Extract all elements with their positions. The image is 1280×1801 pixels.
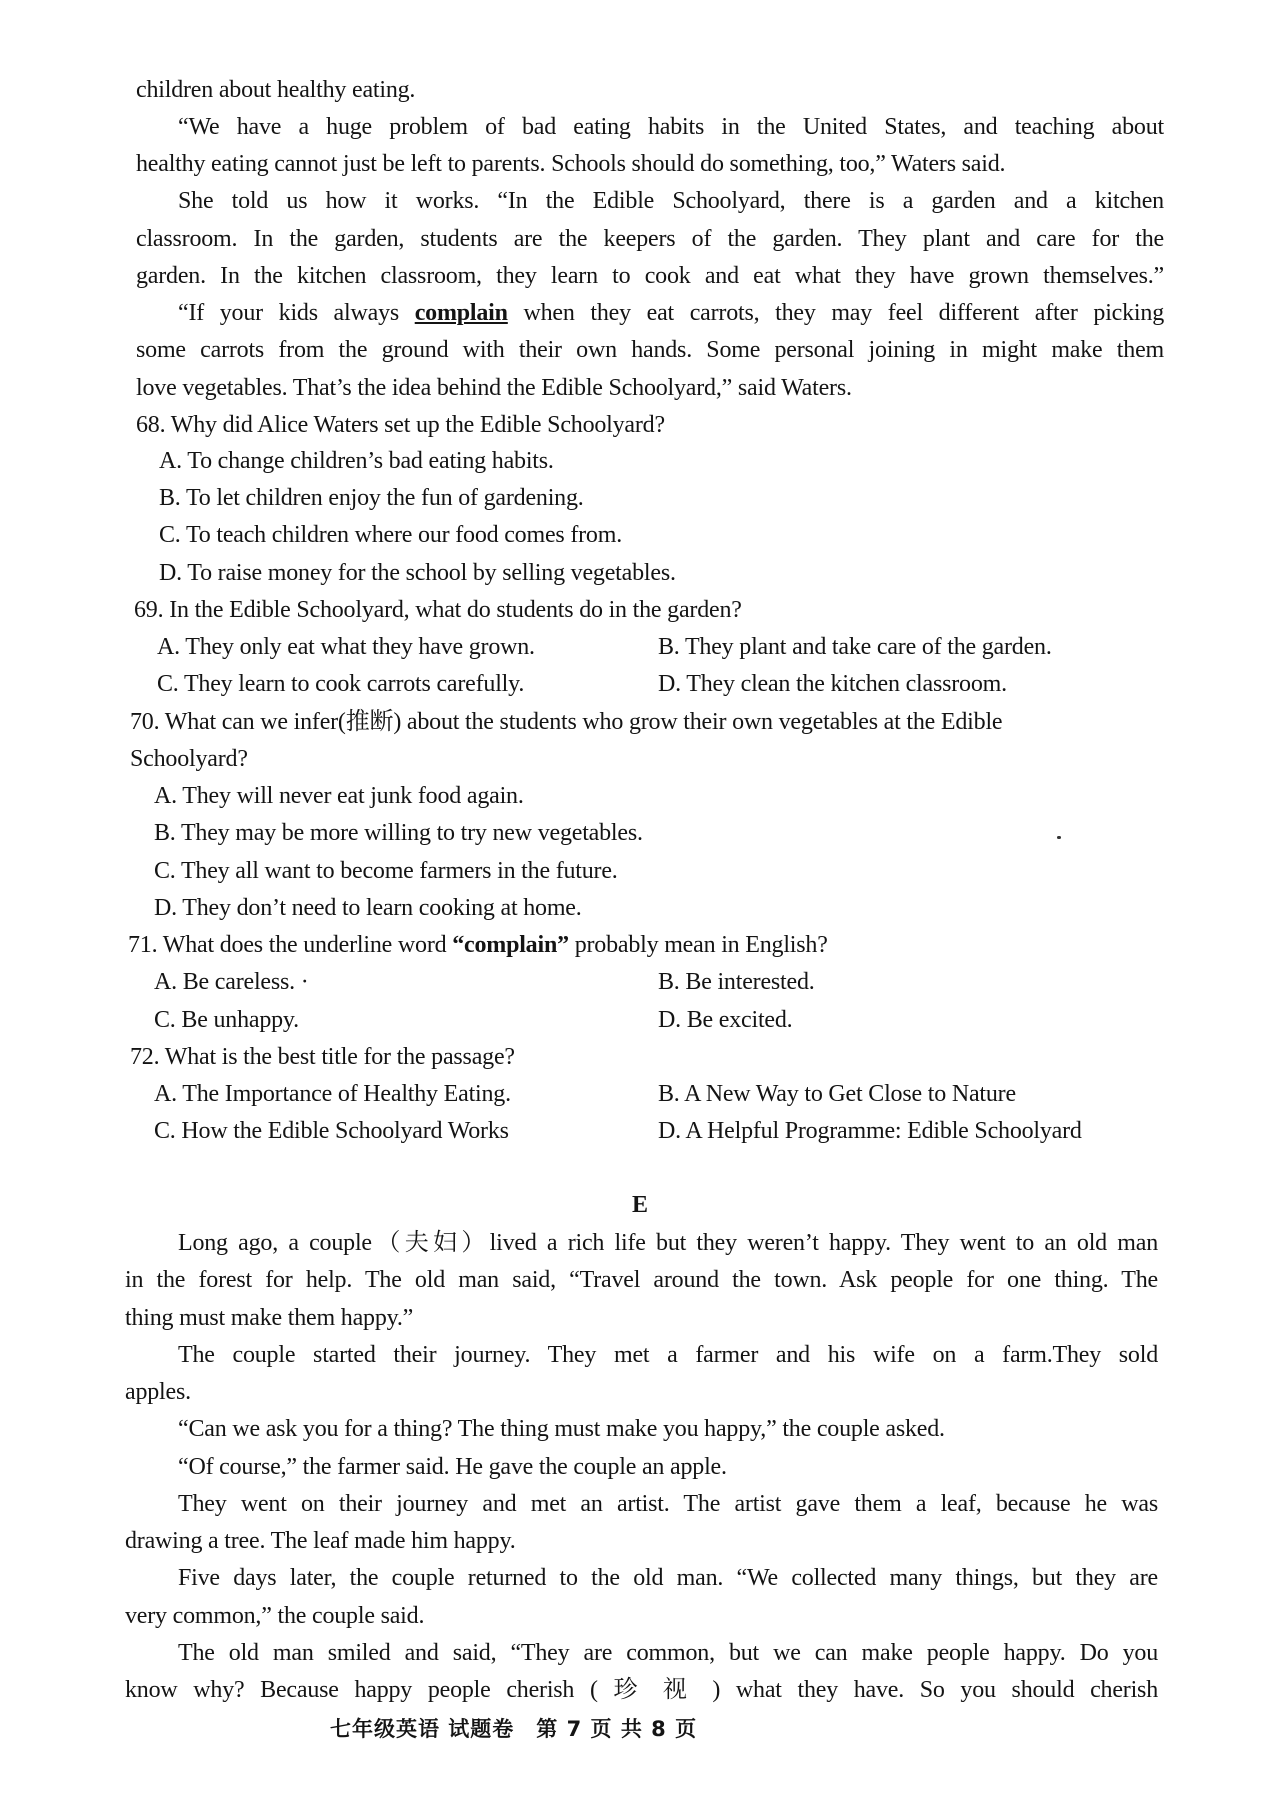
passage-line: apples. [125,1379,191,1405]
option: B. They plant and take care of the garden. [658,634,1052,660]
text-segment: probably mean in English? [568,932,828,958]
option: D. To raise money for the school by selling vegetables. [159,560,676,586]
option: D. Be excited. [658,1007,793,1033]
option: B. Be interested. [658,969,815,995]
text-segment: 71. What does the underline word [128,932,453,958]
section-heading: E [632,1192,648,1218]
passage-line: garden. In the kitchen classroom, they learn to cook and eat what they have grown themselves.” [136,263,1164,289]
passage-line: classroom. In the garden, students are the keepers of the garden. They plant and care for the [136,226,1164,252]
passage-line: “Of course,” the farmer said. He gave the couple an apple. [178,1454,727,1480]
option: A. To change children’s bad eating habits. [159,448,554,474]
passage-line: some carrots from the ground with their own hands. Some personal joining in might make them [136,337,1164,363]
passage-line: drawing a tree. The leaf made him happy. [125,1528,516,1554]
option: B. A New Way to Get Close to Nature [658,1081,1016,1107]
option: A. They only eat what they have grown. [157,634,535,660]
text-segment: “If your kids always [178,300,415,326]
passage-line: Long ago, a couple（夫妇）lived a rich life but they weren’t happy. They went to an old man [178,1230,1158,1256]
option: D. They clean the kitchen classroom. [658,671,1007,697]
passage-line: thing must make them happy.” [125,1305,414,1331]
option: B. They may be more willing to try new vegetables. [154,820,643,846]
question-stem: 68. Why did Alice Waters set up the Edible Schoolyard? [136,412,665,438]
passage-line: Five days later, the couple returned to the old man. “We collected many things, but they are [178,1565,1158,1591]
passage-line: The couple started their journey. They met a farmer and his wife on a farm.They sold [178,1342,1158,1368]
option: A. They will never eat junk food again. [154,783,524,809]
passage-line: “We have a huge problem of bad eating habits in the United States, and teaching about [178,114,1164,140]
passage-line: children about healthy eating. [136,77,416,103]
passage-line: “Can we ask you for a thing? The thing must make you happy,” the couple asked. [178,1416,945,1442]
option: A. Be careless. · [154,969,309,995]
option: B. To let children enjoy the fun of gardening. [159,485,584,511]
option: C. They all want to become farmers in the future. [154,858,618,884]
option: C. To teach children where our food comes from. [159,522,622,548]
question-stem [128,927,828,964]
text-segment: when they eat carrots, they may feel different after picking [507,300,1164,326]
passage-line [178,295,1164,332]
question-stem: 70. What can we infer(推断) about the students who grow their own vegetables at the Edible [130,709,1003,735]
underlined-word-complain: complain [414,300,508,326]
passage-line: love vegetables. That’s the idea behind the Edible Schoolyard,” said Waters. [136,375,852,401]
passage-line: very common,” the couple said. [125,1603,425,1629]
stray-mark [1057,836,1061,839]
passage-line: healthy eating cannot just be left to parents. Schools should do something, too,” Waters said. [136,151,1006,177]
option: C. Be unhappy. [154,1007,299,1033]
option: D. A Helpful Programme: Edible Schoolyard [658,1118,1082,1144]
question-stem-continued: Schoolyard? [130,746,248,772]
passage-line: They went on their journey and met an artist. The artist gave them a leaf, because he was [178,1491,1158,1517]
question-stem: 69. In the Edible Schoolyard, what do students do in the garden? [134,597,742,623]
passage-line: in the forest for help. The old man said, “Travel around the town. Ask people for one thing. The [125,1267,1158,1293]
option: C. They learn to cook carrots carefully. [157,671,525,697]
bold-word: “complain” [452,932,569,958]
question-stem: 72. What is the best title for the passage? [130,1044,515,1070]
option: D. They don’t need to learn cooking at home. [154,895,582,921]
passage-line: She told us how it works. “In the Edible Schoolyard, there is a garden and a kitchen [178,188,1164,214]
passage-line: The old man smiled and said, “They are common, but we can make people happy. Do you [178,1640,1158,1666]
passage-line: know why? Because happy people cherish ( 珍 视 ) what they have. So you should cherish [125,1677,1158,1703]
page-footer: 七年级英语 试题卷 第 7 页 共 8 页 [330,1717,698,1741]
option: C. How the Edible Schoolyard Works [154,1118,509,1144]
option: A. The Importance of Healthy Eating. [154,1081,511,1107]
